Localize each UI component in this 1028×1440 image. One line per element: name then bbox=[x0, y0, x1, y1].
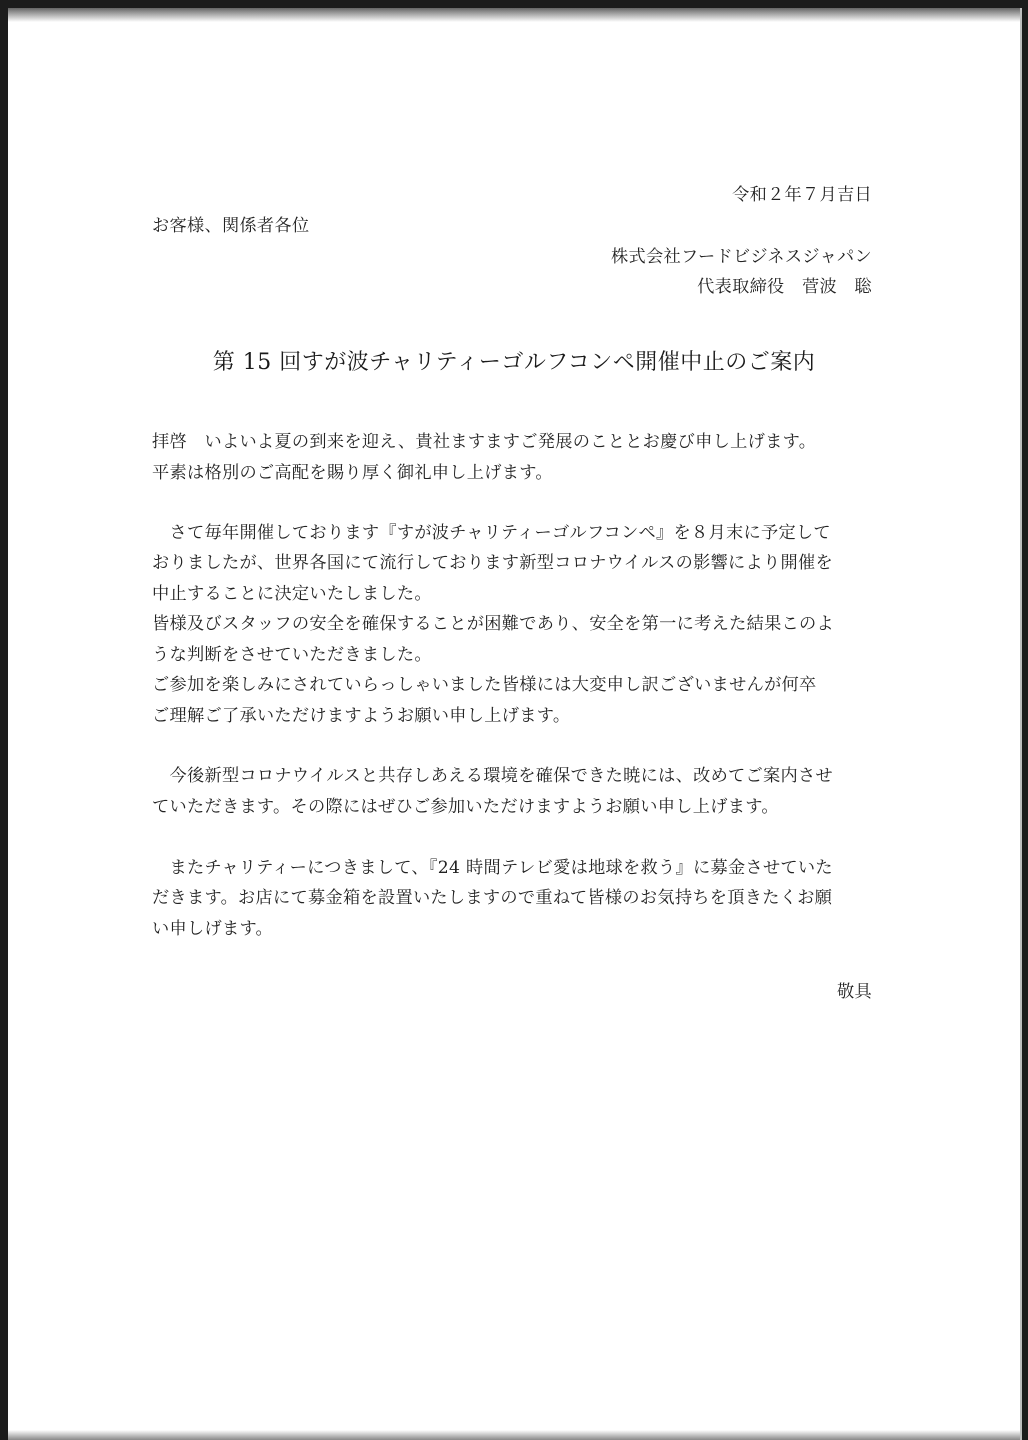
representative-name: 代表取締役 菅波 聡 bbox=[697, 277, 872, 297]
paragraph1-line-3: 中止することに決定いたしました。 bbox=[152, 584, 432, 604]
paragraph3-line-1: またチャリティーにつきまして、『24 時間テレビ愛は地球を救う』に募金させていた bbox=[152, 858, 833, 878]
recipient-line: お客様、関係者各位 bbox=[152, 216, 310, 236]
paragraph2-line-1: 今後新型コロナウイルスと共存しあえる環境を確保できた暁には、改めてご案内させ bbox=[152, 766, 833, 786]
paragraph1-line-1: さて毎年開催しております『すが波チャリティーゴルフコンペ』を８月末に予定して bbox=[152, 523, 831, 543]
letter-date: 令和２年７月吉日 bbox=[732, 185, 872, 205]
greeting-line-2: 平素は格別のご高配を賜り厚く御礼申し上げます。 bbox=[152, 463, 553, 483]
paragraph1-line-5: うな判断をさせていただきました。 bbox=[152, 645, 432, 665]
paragraph3-line-2: だきます。お店にて募金箱を設置いたしますので重ねて皆様のお気持ちを頂きたくお願 bbox=[152, 888, 833, 908]
paragraph1-line-4: 皆様及びスタッフの安全を確保することが困難であり、安全を第一に考えた結果このよ bbox=[152, 614, 835, 634]
greeting-line-1: 拝啓 いよいよ夏の到来を迎え、貴社ますますご発展のこととお慶び申し上げます。 bbox=[152, 432, 817, 452]
paragraph1-line-6: ご参加を楽しみにされていらっしゃいました皆様には大変申し訳ございませんが何卒 bbox=[152, 675, 817, 695]
closing-word: 敬具 bbox=[837, 982, 872, 1002]
letter-page bbox=[8, 8, 1022, 1440]
paragraph3-line-3: い申しげます。 bbox=[152, 919, 274, 939]
paragraph2-line-2: ていただきます。その際にはぜひご参加いただけますようお願い申し上げます。 bbox=[152, 797, 779, 817]
paragraph1-line-2: おりましたが、世界各国にて流行しております新型コロナウイルスの影響により開催を bbox=[152, 553, 833, 573]
company-name: 株式会社フードビジネスジャパン bbox=[611, 247, 872, 267]
paragraph1-line-7: ご理解ご了承いただけますようお願い申し上げます。 bbox=[152, 706, 571, 726]
page-title: 第 15 回すが波チャリティーゴルフコンペ開催中止のご案内 bbox=[212, 350, 816, 375]
